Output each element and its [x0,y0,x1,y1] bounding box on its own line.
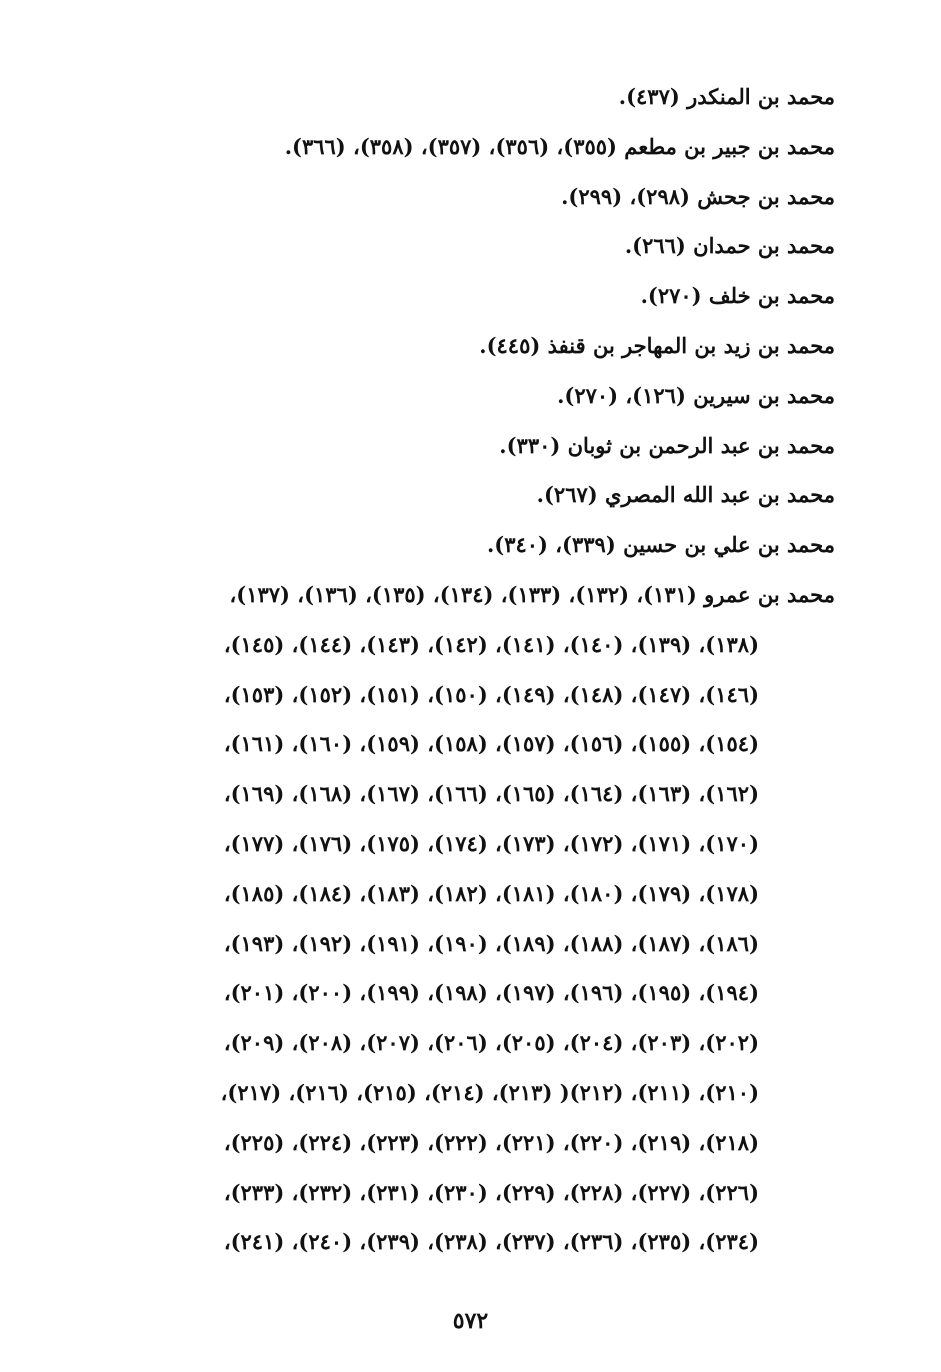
index-entry: محمد بن حمدان (٢٦٦). [624,233,835,259]
index-entry-continuation: (١٧٨)، (١٧٩)، (١٨٠)، (١٨١)، (١٨٢)، (١٨٣)، (١٨٤)، (١٨٥)، [223,880,759,906]
index-entry-continuation: (١٣٨)، (١٣٩)، (١٤٠)، (١٤١)، (١٤٢)، (١٤٣)، (١٤٤)، (١٤٥)، [223,631,759,657]
index-entry: محمد بن خلف (٢٧٠). [640,283,835,309]
index-entry-continuation: (٢٣٤)، (٢٣٥)، (٢٣٦)، (٢٣٧)، (٢٣٨)، (٢٣٩)، (٢٤٠)، (٢٤١)، [223,1229,759,1255]
index-entry-continuation: (٢١٨)، (٢١٩)، (٢٢٠)، (٢٢١)، (٢٢٢)، (٢٢٣)، (٢٢٤)، (٢٢٥)، [223,1129,759,1155]
index-entry: محمد بن عبد الله المصري (٢٦٧). [536,482,835,508]
index-entry: محمد بن زيد بن المهاجر بن قنفذ (٤٤٥). [479,332,835,358]
index-entry-continuation: (٢٠٢)، (٢٠٣)، (٢٠٤)، (٢٠٥)، (٢٠٦)، (٢٠٧)، (٢٠٨)، (٢٠٩)، [223,1030,759,1056]
index-entry: محمد بن علي بن حسين (٣٣٩)، (٣٤٠). [486,532,835,558]
index-entry: محمد بن جحش (٢٩٨)، (٢٩٩). [561,183,835,209]
index-entry-continuation: (٢١٠)، (٢١١)، (٢١٢)( (٢١٣)، (٢١٤)، (٢١٥)، (٢١٦)، (٢١٧)، [220,1079,759,1105]
index-entry-continuation: (٢٢٦)، (٢٢٧)، (٢٢٨)، (٢٢٩)، (٢٣٠)، (٢٣١)، (٢٣٢)، (٢٣٣)، [223,1179,759,1205]
index-entry: محمد بن سيرين (١٢٦)، (٢٧٠). [557,382,835,408]
index-entry-continuation: (١٩٤)، (١٩٥)، (١٩٦)، (١٩٧)، (١٩٨)، (١٩٩)، (٢٠٠)، (٢٠١)، [223,980,759,1006]
index-entry: محمد بن جبير بن مطعم (٣٥٥)، (٣٥٦)، (٣٥٧)، (٣٥٨)، (٣٦٦). [284,133,835,159]
index-entry: محمد بن عبد الرحمن بن ثوبان (٣٣٠). [499,432,835,458]
page-number: ٥٧٢ [452,1308,489,1334]
index-entry: محمد بن عمرو (١٣١)، (١٣٢)، (١٣٣)، (١٣٤)، (١٣٥)، (١٣٦)، (١٣٧)، [229,581,835,607]
index-entry-continuation: (١٤٦)، (١٤٧)، (١٤٨)، (١٤٩)، (١٥٠)، (١٥١)، (١٥٢)، (١٥٣)، [223,681,759,707]
index-entry: محمد بن المنكدر (٤٣٧). [618,84,835,109]
index-entry-continuation: (١٦٢)، (١٦٣)، (١٦٤)، (١٦٥)، (١٦٦)، (١٦٧)، (١٦٨)، (١٦٩)، [223,781,759,807]
index-entry-continuation: (١٥٤)، (١٥٥)، (١٥٦)، (١٥٧)، (١٥٨)، (١٥٩)، (١٦٠)، (١٦١)، [223,731,759,757]
index-entry-continuation: (١٨٦)، (١٨٧)، (١٨٨)، (١٨٩)، (١٩٠)، (١٩١)، (١٩٢)، (١٩٣)، [223,930,759,956]
index-entries [75,72,835,1267]
index-entry-continuation: (١٧٠)، (١٧١)، (١٧٢)، (١٧٣)، (١٧٤)، (١٧٥)، (١٧٦)، (١٧٧)، [223,830,759,856]
